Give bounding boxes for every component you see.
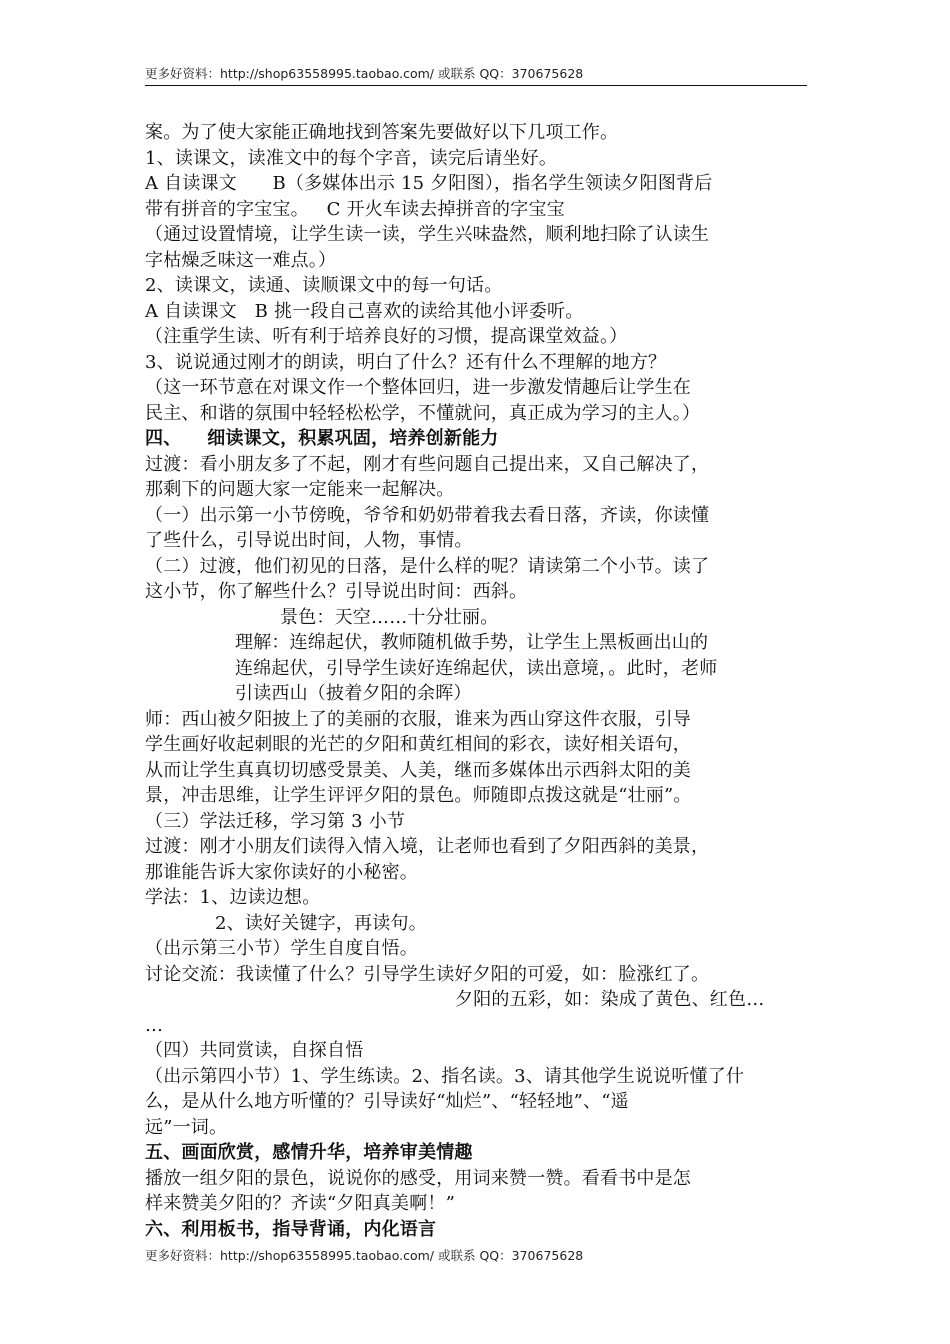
text-line: 那谁能告诉大家你读好的小秘密。 [145, 861, 418, 883]
text-line: （四）共同赏读，自探自悟 [145, 1040, 364, 1061]
text-line: 夕阳的五彩，如：染成了黄色、红色… [455, 989, 765, 1010]
text-line: 那剩下的问题大家一定能来一起解决。 [145, 479, 455, 500]
text-line: 引读西山（披着夕阳的余晖） [235, 683, 472, 704]
text-line: 学法：1、边读边想。 [145, 887, 321, 908]
text-line: A 自读课文 B 挑一段自己喜欢的读给其他小评委听。 [145, 300, 584, 322]
section-heading: 五、画面欣赏，感情升华，培养审美情趣 [145, 1142, 473, 1163]
page-header: 更多好资料：http://shop63558995.taobao.com/ 或联系 QQ：370675628 [145, 66, 584, 81]
text-line: （这一环节意在对课文作一个整体回归，进一步激发情趣后让学生在 [145, 377, 691, 398]
text-line: 理解：连绵起伏，教师随机做手势，让学生上黑板画出山的 [235, 632, 709, 653]
text-line: 字枯燥乏味这一难点。） [145, 249, 337, 271]
text-line: （注重学生读、听有利于培养良好的习惯，提高课堂效益。） [145, 326, 628, 347]
text-line: （一）出示第一小节傍晚，爷爷和奶奶带着我去看日落，齐读，你读懂 [145, 504, 710, 526]
text-line: （二）过渡，他们初见的日落，是什么样的呢？请读第二个小节。读了 [145, 555, 710, 577]
text-line: 学生画好收起刺眼的光芒的夕阳和黄红相间的彩衣，读好相关语句， [145, 734, 691, 755]
text-line: A 自读课文 B（多媒体出示 15 夕阳图），指名学生领读夕阳图背后 [145, 173, 713, 194]
text-line: 从而让学生真真切切感受景美、人美，继而多媒体出示西斜太阳的美 [145, 759, 691, 781]
text-line: 1、读课文，读准文中的每个字音，读完后请坐好。 [145, 147, 558, 169]
page-footer: 更多好资料：http://shop63558995.taobao.com/ 或联系 QQ：370675628 [145, 1248, 584, 1263]
text-line: 景色：天空……十分壮丽。 [280, 606, 499, 628]
text-line: 民主、和谐的氛围中轻轻松松学，不懂就问，真正成为学习的主人。） [145, 402, 701, 424]
text-line: 过渡：看小朋友多了不起，刚才有些问题自己提出来，又自己解决了， [145, 453, 710, 475]
text-line: 3、说说通过刚才的朗读，明白了什么？还有什么不理解的地方？ [145, 351, 667, 373]
text-line: 师：西山被夕阳披上了的美丽的衣服，谁来为西山穿这件衣服，引导 [145, 708, 691, 730]
text-line: 2、读好关键字，再读句。 [215, 912, 427, 934]
text-line: 讨论交流：我读懂了什么？引导学生读好夕阳的可爱，如：脸涨红了。 [145, 963, 710, 985]
text-line: 连绵起伏，引导学生读好连绵起伏，读出意境，。此时，老师 [235, 657, 718, 679]
text-line: 样来赞美夕阳的？齐读“夕阳真美啊！” [145, 1193, 456, 1214]
text-line: … [145, 1014, 164, 1036]
text-line: 案。为了使大家能正确地找到答案先要做好以下几项工作。 [145, 122, 619, 143]
text-line: 过渡：刚才小朋友们读得入情入境，让老师也看到了夕阳西斜的美景， [145, 836, 710, 857]
text-line: 播放一组夕阳的景色，说说你的感受，用词来赞一赞。看看书中是怎 [145, 1167, 691, 1189]
text-line: （三）学法迁移，学习第 3 小节 [145, 810, 406, 832]
text-line: 景，冲击思维，让学生评评夕阳的景色。师随即点拨这就是“壮丽”。 [145, 785, 692, 806]
text-line: 么，是从什么地方听懂的？引导读好“灿烂”、“轻轻地”、“遥 [145, 1091, 629, 1112]
document-body [145, 120, 810, 1242]
section-heading: 六、利用板书，指导背诵，内化语言 [145, 1218, 437, 1240]
text-line: （出示第三小节）学生自度自悟。 [145, 938, 418, 959]
text-line: 远”一词。 [145, 1116, 228, 1138]
text-line: （出示第四小节）1、学生练读。2、指名读。3、请其他学生说说听懂了什 [145, 1065, 745, 1087]
text-line: 了些什么，引导说出时间，人物，事情。 [145, 530, 473, 551]
header-divider [145, 85, 807, 86]
section-heading: 四、 细读课文，积累巩固，培养创新能力 [145, 428, 499, 449]
text-line: （通过设置情境，让学生读一读，学生兴味盎然，顺利地扫除了认读生 [145, 224, 710, 245]
text-line: 这小节，你了解些什么？引导说出时间：西斜。 [145, 581, 528, 602]
text-line: 2、读课文，读通、读顺课文中的每一句话。 [145, 275, 503, 296]
text-line: 带有拼音的字宝宝。 C 开火车读去掉拼音的字宝宝 [145, 198, 565, 220]
